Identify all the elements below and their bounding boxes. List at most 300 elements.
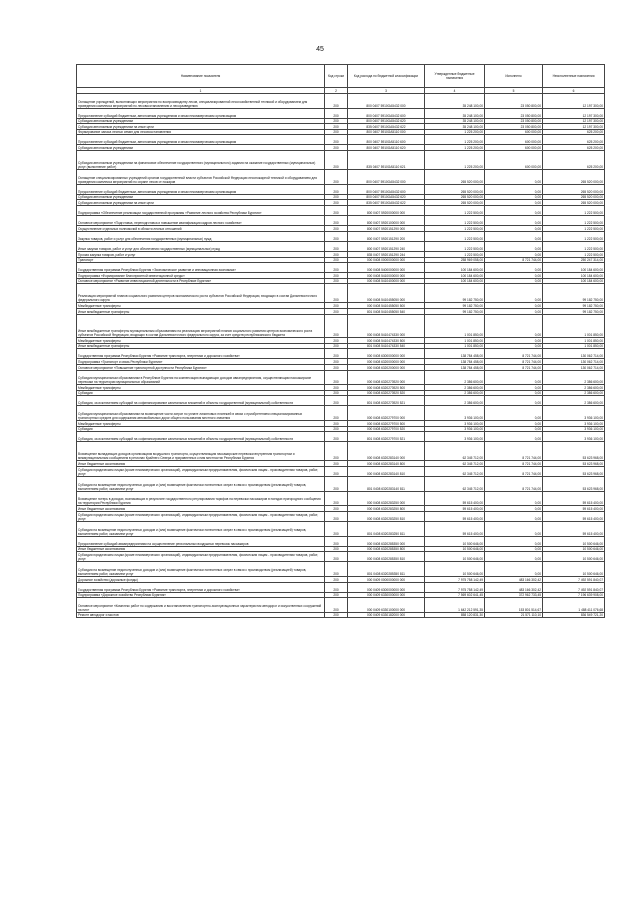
row-budget-code: 000 0409 6300000000 000 — [348, 582, 425, 592]
row-executed: 8 721 744,00 — [485, 365, 543, 371]
row-line-code: 200 — [325, 124, 348, 130]
header-name: Наименование показателя — [77, 65, 325, 88]
row-unexecuted: 1 001 850,00 — [543, 343, 605, 349]
row-line-code: 200 — [325, 118, 348, 124]
table-row — [77, 241, 605, 251]
row-approved: 1 222 500,00 — [425, 226, 485, 232]
row-budget-code: 000 0408 5410455050 500 — [348, 303, 425, 309]
row-executed: 8 721 744,00 — [485, 349, 543, 359]
row-budget-code: 000 0408 6320000000 000 — [348, 359, 425, 365]
row-unexecuted: 12 197 300,00 — [543, 124, 605, 130]
row-executed: 0,00 — [485, 396, 543, 406]
row-approved: 35 248 100,00 — [425, 108, 485, 118]
row-line-code: 200 — [325, 582, 348, 592]
row-approved: 100 184 600,00 — [425, 273, 485, 279]
row-executed: 0,00 — [485, 314, 543, 338]
row-budget-code: 000 0408 6320285350 810 — [348, 552, 425, 562]
row-approved: 59 615 400,00 — [425, 491, 485, 506]
row-unexecuted: 3 936 100,00 — [543, 426, 605, 432]
col-number: 1 — [77, 88, 325, 94]
row-budget-code: 000 0408 5410000000 000 — [348, 273, 425, 279]
row-approved: 1 222 500,00 — [425, 251, 485, 257]
row-name: Транспорт — [77, 257, 325, 263]
row-line-code: 200 — [325, 308, 348, 314]
row-budget-code: 000 0409 6330182000 000 — [348, 612, 425, 618]
row-budget-code: 800 0407 5910GA5110 600 — [348, 135, 425, 145]
row-budget-code: 000 0408 6320283250 810 — [348, 511, 425, 521]
row-approved: 35 248 100,00 — [425, 118, 485, 124]
row-budget-code: 000 0408 6320283140 800 — [348, 461, 425, 467]
row-budget-code: 000 0408 6320283140 810 — [348, 466, 425, 476]
row-executed: 600 000,00 — [485, 135, 543, 145]
row-unexecuted: 100 184 600,00 — [543, 263, 605, 273]
row-executed: 0,00 — [485, 278, 543, 284]
row-executed: 0,00 — [485, 284, 543, 303]
row-executed: 0,00 — [485, 521, 543, 536]
col-number: 4 — [425, 88, 485, 94]
row-unexecuted: 625 200,00 — [543, 151, 605, 170]
row-unexecuted: 7 492 591 840,07 — [543, 582, 605, 592]
row-unexecuted: 59 615 400,00 — [543, 511, 605, 521]
row-name: Иные межбюджетные трансферты — [77, 308, 325, 314]
page-number: 45 — [316, 46, 324, 53]
row-executed: 0,00 — [485, 200, 543, 206]
row-unexecuted: 99 182 750,00 — [543, 308, 605, 314]
row-approved: 3 936 100,00 — [425, 426, 485, 432]
row-name: Субсидии муниципальным образованиям в Республике Бурятия на компенсацию выпадающих доходов авиапредприятиям, осуществляющим пассажирские перевозки на территории муниципальных образований — [77, 370, 325, 385]
row-approved: 99 182 750,00 — [425, 303, 485, 309]
row-executed: 0,00 — [485, 273, 543, 279]
row-name: Формирование запаса лесных семян для лесовосстановления — [77, 129, 325, 135]
row-executed: 0,00 — [485, 390, 543, 396]
row-line-code: 200 — [325, 151, 348, 170]
row-unexecuted: 265 520 000,00 — [543, 170, 605, 185]
row-unexecuted: 10 500 646,00 — [543, 562, 605, 577]
col-number: 3 — [348, 88, 425, 94]
row-executed: 0,00 — [485, 216, 543, 226]
col-number: 2 — [325, 88, 348, 94]
row-approved: 138 784 458,00 — [425, 365, 485, 371]
row-budget-code: 000 0408 6320279700 500 — [348, 421, 425, 427]
row-approved: 62 345 712,00 — [425, 466, 485, 476]
row-line-code: 200 — [325, 511, 348, 521]
row-approved: 1 222 500,00 — [425, 206, 485, 216]
row-line-code: 200 — [325, 226, 348, 232]
row-approved: 10 500 646,00 — [425, 546, 485, 552]
row-name: Субсидии автономным учреждениям — [77, 118, 325, 124]
row-unexecuted: 53 623 968,00 — [543, 442, 605, 461]
row-executed: 600 000,00 — [485, 129, 543, 135]
table-row — [77, 511, 605, 521]
row-name: Субсидии на возмещение недополученных доходов и (или) возмещение фактически понесенных затрат в связи с производством (реализацией) товаров, выполнением работ, оказанием услуг — [77, 562, 325, 577]
row-budget-code: 801 0408 6320283250 811 — [348, 521, 425, 536]
row-executed: 600 000,00 — [485, 145, 543, 151]
row-unexecuted: 1 001 850,00 — [543, 314, 605, 338]
row-approved: 2 386 600,00 — [425, 390, 485, 396]
row-approved: 138 784 458,00 — [425, 349, 485, 359]
row-unexecuted: 2 386 600,00 — [543, 390, 605, 396]
row-unexecuted: 10 500 646,00 — [543, 552, 605, 562]
row-name: Иные межбюджетные трансферты — [77, 343, 325, 349]
row-unexecuted: 7 196 639 908,00 — [543, 592, 605, 598]
row-budget-code: 800 0407 5910GA5432 620 — [348, 194, 425, 200]
row-name: Межбюджетные трансферты — [77, 421, 325, 427]
row-line-code: 200 — [325, 284, 348, 303]
row-line-code: 200 — [325, 184, 348, 194]
row-name: Дорожное хозяйство (дорожные фонды) — [77, 576, 325, 582]
row-name: Субсидии автономным учреждениям — [77, 145, 325, 151]
row-unexecuted: 12 197 300,00 — [543, 118, 605, 124]
row-approved: 3 936 100,00 — [425, 432, 485, 442]
row-approved: 35 248 100,00 — [425, 94, 485, 109]
row-budget-code: 000 0408 5410400000 000 — [348, 278, 425, 284]
row-budget-code: 000 0408 6320273920 000 — [348, 370, 425, 385]
row-budget-code: 835 0407 5910GA5110 621 — [348, 151, 425, 170]
row-unexecuted: 1 222 500,00 — [543, 241, 605, 251]
row-approved: 1 225 200,00 — [425, 135, 485, 145]
row-executed: 8 721 744,00 — [485, 477, 543, 492]
row-name: Предоставление субсидий бюджетным, автономным учреждениям и иным некоммерческим организациям — [77, 135, 325, 145]
row-budget-code: 000 0409 6330000000 000 — [348, 592, 425, 598]
row-line-code: 200 — [325, 241, 348, 251]
row-line-code: 200 — [325, 257, 348, 263]
row-line-code: 200 — [325, 108, 348, 118]
row-name: Иные бюджетные ассигнования — [77, 546, 325, 552]
row-budget-code: 000 0408 6320283250 800 — [348, 506, 425, 512]
row-executed: 0,00 — [485, 385, 543, 391]
row-line-code: 200 — [325, 432, 348, 442]
row-line-code: 200 — [325, 442, 348, 461]
row-line-code: 200 — [325, 206, 348, 216]
row-line-code: 200 — [325, 421, 348, 427]
row-unexecuted: 1 222 500,00 — [543, 251, 605, 257]
row-executed: 23 050 800,00 — [485, 118, 543, 124]
row-name: Иные межбюджетные трансферты муниципальным образованиям на реализацию мероприятий планов социального развития центров экономического роста субъектов Российской Федерации, входящих в состав Дальневосточного федерального округа, за счет средств республиканского бюджета — [77, 314, 325, 338]
row-budget-code: 000 0408 6320283250 000 — [348, 491, 425, 506]
row-name: Государственная программа Республики Бурятия «Экономическое развитие и инновационная экономика» — [77, 263, 325, 273]
row-executed: 0,00 — [485, 562, 543, 577]
table-header-row — [77, 65, 605, 88]
row-line-code: 200 — [325, 145, 348, 151]
row-name: Подпрограмма «Обеспечение реализации государственной программы «Развитие лесного хозяйства Республики Бурятия» — [77, 206, 325, 216]
row-budget-code: 800 0407 5910GA5432 600 — [348, 108, 425, 118]
header-unexecuted: Неисполненные назначения — [543, 65, 605, 88]
row-budget-code: 000 0408 5410474330 000 — [348, 314, 425, 338]
row-executed: 153 801 514,67 — [485, 598, 543, 613]
row-executed: 372 962 733,45 — [485, 592, 543, 598]
row-budget-code: 835 0407 5910GA5432 622 — [348, 200, 425, 206]
row-approved: 1 001 850,00 — [425, 314, 485, 338]
row-line-code: 200 — [325, 546, 348, 552]
row-budget-code: 000 0408 6320200000 000 — [348, 365, 425, 371]
row-executed: 21 571 110,10 — [485, 612, 543, 618]
row-approved: 62 345 712,00 — [425, 442, 485, 461]
row-unexecuted: 53 623 968,00 — [543, 461, 605, 467]
row-budget-code: 000 0408 6320285350 000 — [348, 536, 425, 546]
row-unexecuted: 130 062 714,00 — [543, 359, 605, 365]
row-name: Предоставление субсидий бюджетным, автономным учреждениям и иным некоммерческим организациям — [77, 184, 325, 194]
row-unexecuted: 10 500 646,00 — [543, 536, 605, 546]
row-line-code: 200 — [325, 370, 348, 385]
row-approved: 1 642 212 591,35 — [425, 598, 485, 613]
row-unexecuted: 2 386 600,00 — [543, 385, 605, 391]
row-approved: 2 386 600,00 — [425, 370, 485, 385]
row-approved: 10 500 646,00 — [425, 552, 485, 562]
row-executed: 0,00 — [485, 226, 543, 232]
row-executed: 0,00 — [485, 426, 543, 432]
row-name: Оснащение учреждений, выполняющих мероприятия по воспроизводству лесов, специализированной лесохозяйственной техникой и оборудованием для проведения комплекса мероприятий по лесовосстановлению и лесоразведению — [77, 94, 325, 109]
row-approved: 3 936 100,00 — [425, 421, 485, 427]
row-unexecuted: 3 936 100,00 — [543, 421, 605, 427]
row-name: Основное мероприятие «Повышение транспортной доступности Республики Бурятия» — [77, 365, 325, 371]
table-row — [77, 170, 605, 185]
row-budget-code: 800 0407 5910GA5432 000 — [348, 94, 425, 109]
row-budget-code: 800 0407 5920000000 000 — [348, 206, 425, 216]
row-approved: 59 615 400,00 — [425, 506, 485, 512]
row-line-code: 200 — [325, 135, 348, 145]
row-unexecuted: 625 200,00 — [543, 145, 605, 151]
row-unexecuted: 99 182 750,00 — [543, 303, 605, 309]
row-unexecuted: 1 001 850,00 — [543, 338, 605, 344]
row-unexecuted: 625 200,00 — [543, 135, 605, 145]
row-name: Возмещение выпадающих доходов организациям воздушного транспорта, осуществляющим пассажирские перевозки внутренним транспортом и межмуниципальным сообщением в регионах Крайнего Севера и приравненных к ним местностях Республики Бурятия — [77, 442, 325, 461]
row-executed: 0,00 — [485, 251, 543, 257]
row-budget-code: 801 0408 6320285350 811 — [348, 562, 425, 577]
row-approved: 62 345 712,00 — [425, 477, 485, 492]
row-line-code: 200 — [325, 562, 348, 577]
row-line-code: 200 — [325, 612, 348, 618]
row-line-code: 200 — [325, 576, 348, 582]
row-budget-code: 000 0408 5400000000 000 — [348, 263, 425, 273]
header-line-code: Код строки — [325, 65, 348, 88]
row-unexecuted: 265 520 000,00 — [543, 184, 605, 194]
row-line-code: 200 — [325, 263, 348, 273]
row-executed: 0,00 — [485, 506, 543, 512]
row-approved: 265 520 000,00 — [425, 200, 485, 206]
row-executed: 8 721 744,00 — [485, 257, 543, 263]
row-approved: 62 345 712,00 — [425, 461, 485, 467]
row-budget-code: 000 0408 5410455050 000 — [348, 284, 425, 303]
table-row — [77, 432, 605, 442]
row-line-code: 200 — [325, 278, 348, 284]
row-unexecuted: 130 062 714,00 — [543, 365, 605, 371]
row-line-code: 200 — [325, 303, 348, 309]
header-budget-code: Код расхода по бюджетной классификации — [348, 65, 425, 88]
row-name: Субсидии юридическим лицам (кроме некоммерческих организаций), индивидуальным предпринимателям, физическим лицам - производителям товаров, работ, услуг — [77, 466, 325, 476]
row-name: Иные бюджетные ассигнования — [77, 506, 325, 512]
row-approved: 1 225 200,00 — [425, 151, 485, 170]
row-executed: 0,00 — [485, 432, 543, 442]
row-approved: 3 936 100,00 — [425, 406, 485, 421]
row-unexecuted: 265 520 000,00 — [543, 200, 605, 206]
row-approved: 10 500 646,00 — [425, 562, 485, 577]
row-name: Межбюджетные трансферты — [77, 303, 325, 309]
row-name: Субсидии юридическим лицам (кроме некоммерческих организаций), индивидуальным предпринимателям, физическим лицам - производителям товаров, работ, услуг — [77, 511, 325, 521]
row-line-code: 200 — [325, 314, 348, 338]
row-unexecuted: 1 222 500,00 — [543, 226, 605, 232]
row-executed: 8 721 744,00 — [485, 461, 543, 467]
row-line-code: 200 — [325, 552, 348, 562]
row-name: Основное мероприятие «Подготовка, переподготовка и повышение квалификации кадров лесного хозяйства» — [77, 216, 325, 226]
row-budget-code: 000 0408 6320283140 000 — [348, 442, 425, 461]
row-executed: 8 721 744,00 — [485, 359, 543, 365]
row-name: Подпрограмма «Транспорт и связь Республики Бурятия» — [77, 359, 325, 365]
row-unexecuted: 1 488 411 076,68 — [543, 598, 605, 613]
row-budget-code: 000 0408 6320273920 500 — [348, 385, 425, 391]
row-name: Государственная программа Республики Бурятия «Развитие транспорта, энергетики и дорожного хозяйства» — [77, 349, 325, 359]
row-executed: 0,00 — [485, 343, 543, 349]
row-budget-code: 800 0407 5920151290 000 — [348, 226, 425, 232]
row-budget-code: 800 0407 5910GA5432 620 — [348, 118, 425, 124]
row-approved: 7 975 758 142,49 — [425, 582, 485, 592]
row-unexecuted: 1 222 500,00 — [543, 216, 605, 226]
row-executed: 600 000,00 — [485, 151, 543, 170]
row-approved: 99 182 750,00 — [425, 284, 485, 303]
row-approved: 7 569 602 641,45 — [425, 592, 485, 598]
table-row — [77, 94, 605, 109]
row-executed: 23 050 800,00 — [485, 124, 543, 130]
row-approved: 1 222 500,00 — [425, 241, 485, 251]
row-name: Субсидии автономным учреждениям — [77, 194, 325, 200]
row-name: Субсидии автономным учреждениям на финансовое обеспечение государственного (муниципального) задания на оказание государственных (муниципальных) услуг (выполнение работ) — [77, 151, 325, 170]
row-line-code: 200 — [325, 406, 348, 421]
row-approved: 2 386 600,00 — [425, 396, 485, 406]
row-budget-code: 800 0407 5910GA5110 000 — [348, 129, 425, 135]
row-line-code: 200 — [325, 426, 348, 432]
row-executed: 0,00 — [485, 552, 543, 562]
row-line-code: 200 — [325, 506, 348, 512]
row-unexecuted: 10 500 646,00 — [543, 546, 605, 552]
row-budget-code: 801 0408 6320283140 811 — [348, 477, 425, 492]
row-executed: 0,00 — [485, 370, 543, 385]
table-row — [77, 521, 605, 536]
row-name: Субсидии автономным учреждениям на иные цели — [77, 200, 325, 206]
row-name: Субсидии муниципальным образованиям на возмещение части затрат по уплате лизинговых платежей в связи с приобретением специализированных транспортных средств для содержания автомобильных дорог общего пользования местного значения — [77, 406, 325, 421]
row-unexecuted: 100 184 600,00 — [543, 278, 605, 284]
row-name: Прочая закупка товаров, работ и услуг — [77, 251, 325, 257]
row-name: Оснащение специализированных учреждений органов государственной власти субъектов Российской Федерации лесопожарной техникой и оборудованием для проведения комплекса мероприятий по охране лесов от пожаров — [77, 170, 325, 185]
row-executed: 0,00 — [485, 194, 543, 200]
row-line-code: 200 — [325, 461, 348, 467]
row-approved: 1 001 850,00 — [425, 343, 485, 349]
table-row — [77, 206, 605, 216]
col-number: 5 — [485, 88, 543, 94]
row-budget-code: 800 0407 5920151290 240 — [348, 241, 425, 251]
row-name: Межбюджетные трансферты — [77, 385, 325, 391]
row-name: Государственная программа Республики Бурятия «Развитие транспорта, энергетики и дорожного хозяйства» — [77, 582, 325, 592]
row-approved: 59 615 400,00 — [425, 511, 485, 521]
table-row — [77, 184, 605, 194]
row-approved: 1 225 200,00 — [425, 145, 485, 151]
row-budget-code: 000 0409 0000000000 000 — [348, 576, 425, 582]
row-line-code: 200 — [325, 216, 348, 226]
table-row — [77, 314, 605, 338]
row-unexecuted: 836 549 721,20 — [543, 612, 605, 618]
table-row — [77, 598, 605, 613]
row-name: Предоставление субсидий авиапредприятиям на осуществление региональных воздушных перевозок пассажиров — [77, 536, 325, 546]
row-approved: 1 001 850,00 — [425, 338, 485, 344]
table-row — [77, 135, 605, 145]
row-unexecuted: 7 492 591 840,07 — [543, 576, 605, 582]
table-row — [77, 396, 605, 406]
row-line-code: 200 — [325, 390, 348, 396]
row-line-code: 200 — [325, 129, 348, 135]
row-line-code: 200 — [325, 365, 348, 371]
row-name: Предоставление субсидий бюджетным, автономным учреждениям и иным некоммерческим организациям — [77, 108, 325, 118]
row-approved: 265 520 000,00 — [425, 184, 485, 194]
row-unexecuted: 250 247 314,00 — [543, 257, 605, 263]
row-executed: 0,00 — [485, 406, 543, 421]
row-unexecuted: 265 520 000,00 — [543, 194, 605, 200]
row-line-code: 200 — [325, 477, 348, 492]
row-approved: 1 225 200,00 — [425, 129, 485, 135]
row-executed: 0,00 — [485, 308, 543, 314]
row-line-code: 200 — [325, 598, 348, 613]
row-budget-code: 800 0407 5910GA5432 000 — [348, 170, 425, 185]
row-unexecuted: 59 615 400,00 — [543, 491, 605, 506]
header-executed: Исполнено — [485, 65, 543, 88]
row-executed: 23 050 800,00 — [485, 108, 543, 118]
row-line-code: 200 — [325, 273, 348, 279]
row-budget-code: 801 0408 5410474330 540 — [348, 343, 425, 349]
row-executed: 0,00 — [485, 511, 543, 521]
row-budget-code: 800 0407 5910GA5432 600 — [348, 184, 425, 194]
row-line-code: 200 — [325, 466, 348, 476]
row-unexecuted: 1 222 500,00 — [543, 206, 605, 216]
row-executed: 0,00 — [485, 206, 543, 216]
row-name: Субсидии на возмещение недополученных доходов и (или) возмещение фактически понесенных затрат в связи с производством (реализацией) товаров, выполнением работ, оказанием услуг — [77, 521, 325, 536]
row-name: Подпрограмма «Дорожное хозяйство Республики Бурятия» — [77, 592, 325, 598]
row-line-code: 200 — [325, 251, 348, 257]
table-row — [77, 466, 605, 476]
row-name: Закупка товаров, работ и услуг для обеспечения государственных (муниципальных) нужд — [77, 231, 325, 241]
row-line-code: 200 — [325, 94, 348, 109]
table-row — [77, 477, 605, 492]
row-name: Межбюджетные трансферты — [77, 338, 325, 344]
row-name: Основное мероприятие «Комплекс работ по содержанию и восстановлению транспортно-эксплуатационных характеристик автодорог и искусственных сооружений на них» — [77, 598, 325, 613]
row-line-code: 200 — [325, 385, 348, 391]
row-unexecuted: 100 184 600,00 — [543, 273, 605, 279]
row-budget-code: 835 0407 5910GA5432 622 — [348, 124, 425, 130]
row-name: Реализация мероприятий планов социального развития центров экономического роста субъектов Российской Федерации, входящих в состав Дальневосточного федерального округа — [77, 284, 325, 303]
table-row — [77, 612, 605, 618]
row-line-code: 200 — [325, 349, 348, 359]
row-approved: 265 520 000,00 — [425, 194, 485, 200]
row-unexecuted: 3 936 100,00 — [543, 406, 605, 421]
row-name: Субсидии на возмещение недополученных доходов и (или) возмещение фактически понесенных затрат в связи с производством (реализацией) товаров, выполнением работ, оказанием услуг — [77, 477, 325, 492]
row-unexecuted: 59 615 400,00 — [543, 521, 605, 536]
row-name: Основное мероприятие «Развитие инвестиционной деятельности в Республике Бурятия» — [77, 278, 325, 284]
row-approved: 100 184 600,00 — [425, 278, 485, 284]
row-unexecuted: 99 182 750,00 — [543, 284, 605, 303]
row-approved: 858 120 831,30 — [425, 612, 485, 618]
row-executed: 0,00 — [485, 546, 543, 552]
row-executed: 0,00 — [485, 536, 543, 546]
row-name: Осуществление отдельных полномочий в области лесных отношений — [77, 226, 325, 232]
table-row — [77, 108, 605, 118]
table-row — [77, 231, 605, 241]
row-approved: 59 615 400,00 — [425, 521, 485, 536]
row-budget-code: 000 0408 0000000000 000 — [348, 257, 425, 263]
row-executed: 0,00 — [485, 338, 543, 344]
row-budget-code: 801 0408 5410455050 540 — [348, 308, 425, 314]
table-body — [77, 94, 605, 618]
row-name: Возмещение потерь в доходах, возникающих в результате государственного регулирования тарифов на перевозки пассажиров в поездах пригородного сообщения на территории Республики Бурятия — [77, 491, 325, 506]
row-unexecuted: 3 936 100,00 — [543, 432, 605, 442]
row-line-code: 200 — [325, 521, 348, 536]
row-budget-code: 000 0408 6320279700 000 — [348, 406, 425, 421]
row-budget-code: 000 0408 5410474330 500 — [348, 338, 425, 344]
